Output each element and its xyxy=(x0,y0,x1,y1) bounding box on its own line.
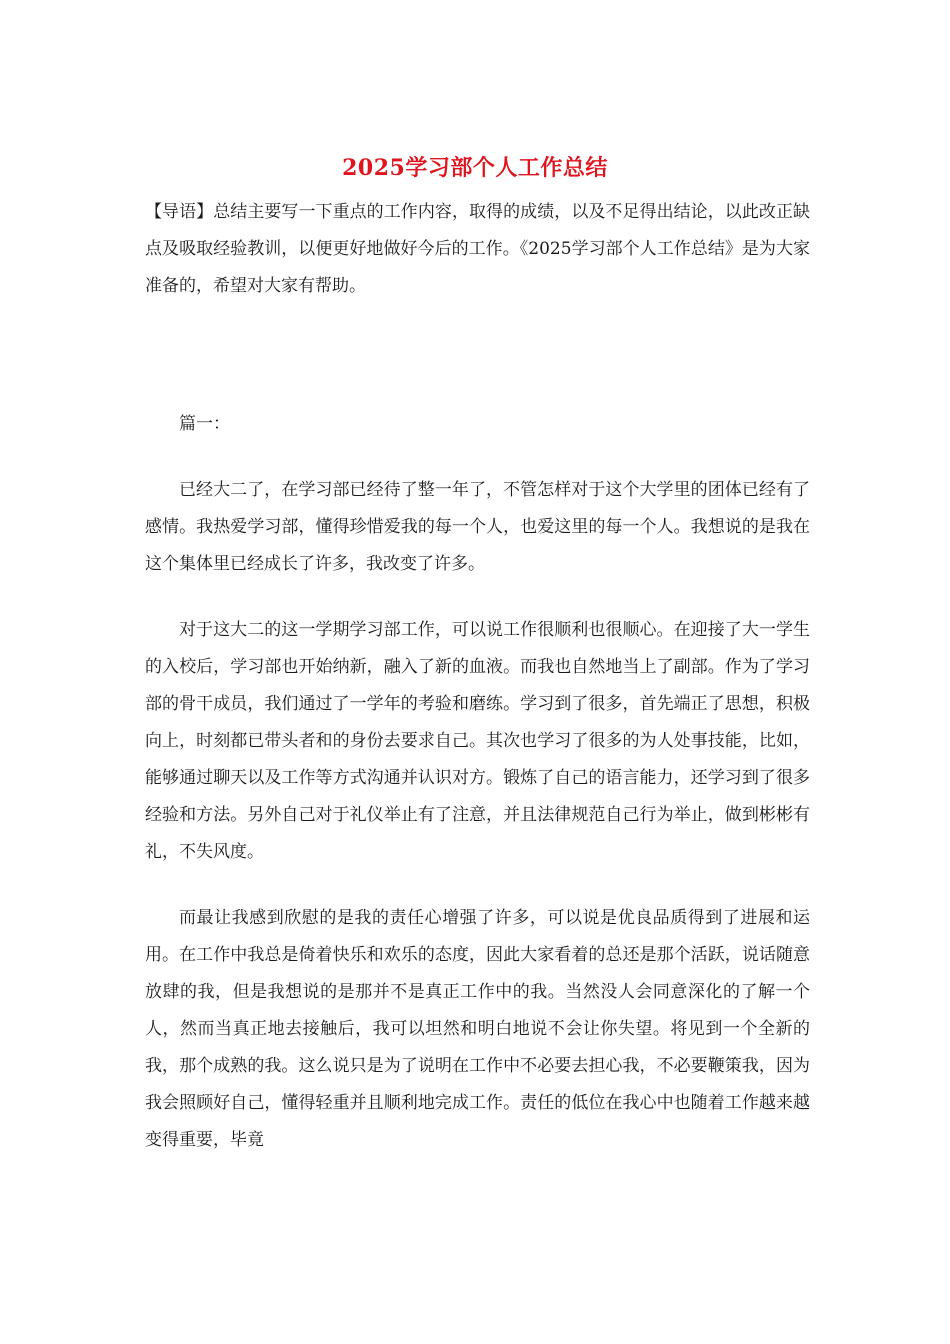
body-text xyxy=(145,472,810,1188)
document-title: 2025学习部个人工作总结 xyxy=(342,155,608,181)
body-paragraph-3: 而最让我感到欣慰的是我的责任心增强了许多，可以说是优良品质得到了进展和运用。在工作中我总是倚着快乐和欢乐的态度，因此大家看着的总还是那个活跃，说话随意放肆的我，但是我想说的是那并不是真正工作中的我。当然没人会同意深化的了解一个人，然而当真正地去接触后，我可以坦然和明白地说不会让你失望。将见到一个全新的我，那个成熟的我。这么说只是为了说明在工作中不必要去担心我，不必要鞭策我，因为我会照顾好自己，懂得轻重并且顺利地完成工作。责任的低位在我心中也随着工作越来越变得重要，毕竟 xyxy=(145,908,810,1150)
body-paragraph-1: 已经大二了，在学习部已经待了整一年了，不管怎样对于这个大学里的团体已经有了感情。我热爱学习部，懂得珍惜爱我的每一个人，也爱这里的每一个人。我想说的是我在这个集体里已经成长了许多，我改变了许多。 xyxy=(145,480,810,574)
section-label: 篇一： xyxy=(179,414,230,434)
intro-paragraph: 【导语】总结主要写一下重点的工作内容，取得的成绩，以及不足得出结论，以此改正缺点及吸取经验教训，以便更好地做好今后的工作。《2025学习部个人工作总结》是为大家准备的，希望对大家有帮助。 xyxy=(145,202,810,296)
body-paragraph-2: 对于这大二的这一学期学习部工作，可以说工作很顺利也很顺心。在迎接了大一学生的入校后，学习部也开始纳新，融入了新的血液。而我也自然地当上了副部。作为了学习部的骨干成员，我们通过了一学年的考验和磨练。学习到了很多，首先端正了思想，积极向上，时刻都已带头者和的身份去要求自己。其次也学习了很多的为人处事技能，比如，能够通过聊天以及工作等方式沟通并认识对方。锻炼了自己的语言能力，还学习到了很多经验和方法。另外自己对于礼仪举止有了注意，并且法律规范自己行为举止，做到彬彬有礼，不失风度。 xyxy=(145,620,810,862)
